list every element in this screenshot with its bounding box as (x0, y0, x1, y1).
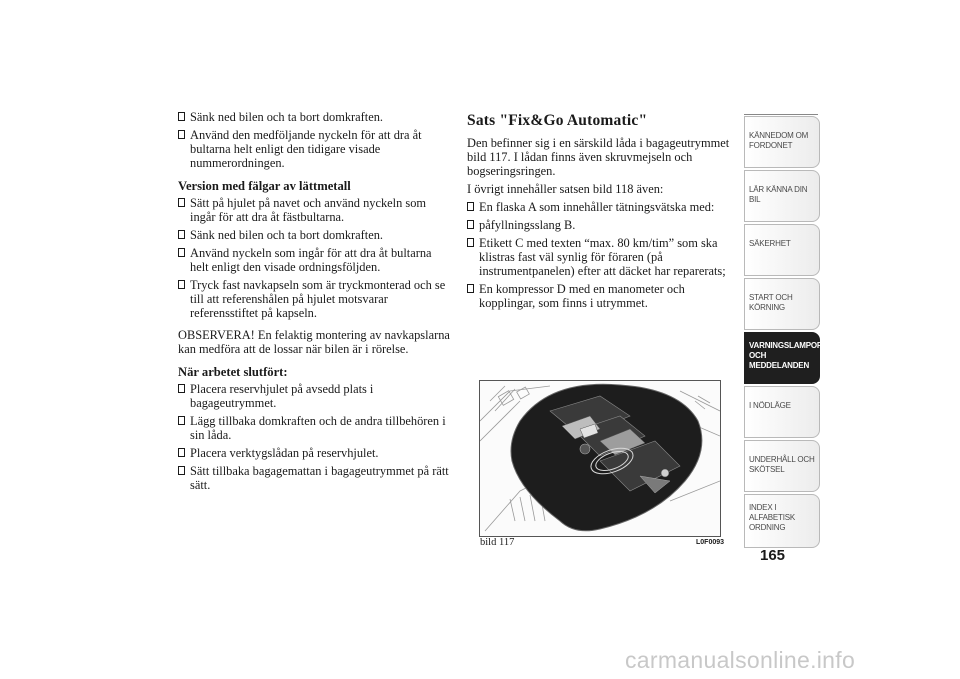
checkbox-bullet-icon (467, 284, 474, 293)
checkbox-bullet-icon (178, 230, 185, 239)
tabs-top-divider (744, 114, 818, 115)
tab-lar-kanna-din-bil[interactable]: LÄR KÄNNA DIN BIL (744, 170, 820, 222)
checkbox-bullet-icon (467, 238, 474, 247)
checkbox-bullet-icon (178, 466, 185, 475)
section-title: Sats "Fix&Go Automatic" (467, 112, 648, 129)
list-item: Placera reservhjulet på avsedd plats i bagageutrymmet. (178, 382, 450, 410)
list-item: Sänk ned bilen och ta bort domkraften. (178, 228, 450, 242)
checkbox-bullet-icon (467, 220, 474, 229)
left-column (178, 110, 450, 496)
warning-note: OBSERVERA! En felaktig montering av navkapslarna kan medföra att de lossar när bilen är i rörelse. (178, 328, 450, 356)
list-item: Etikett C med texten “max. 80 km/tim” som ska klistras fast väl synlig för föraren (på instrumentpanelen) efter att däcket har reparerats; (467, 236, 737, 278)
list-item: En kompressor D med en manometer och kopplingar, som finns i utrymmet. (467, 282, 737, 310)
list-item: påfyllningsslang B. (467, 218, 737, 232)
figure-caption: bild 117 (480, 537, 515, 548)
subheading-alloy-wheels: Version med fälgar av lättmetall (178, 179, 351, 193)
checkbox-bullet-icon (178, 112, 185, 121)
list-item: Sänk ned bilen och ta bort domkraften. (178, 110, 450, 124)
checkbox-bullet-icon (178, 130, 185, 139)
list-item: Sätt på hjulet på navet och använd nyckeln som ingår för att dra åt fästbultarna. (178, 196, 450, 224)
checkbox-bullet-icon (178, 384, 185, 393)
intro-paragraph: Den befinner sig i en särskild låda i bagageutrymmet bild 117. I lådan finns även skruvmejseln och bogseringsringen. (467, 136, 730, 178)
figure-code: L0F0093 (696, 539, 725, 546)
chapter-tabs (744, 116, 823, 550)
checkbox-bullet-icon (178, 448, 185, 457)
tab-underhall-och-skotsel[interactable]: UNDERHÅLL OCH SKÖTSEL (744, 440, 820, 492)
list-item: Lägg tillbaka domkraften och de andra tillbehören i sin låda. (178, 414, 450, 442)
tab-index-i-alfabetisk-ordning[interactable]: INDEX I ALFABETISK ORDNING (744, 494, 820, 548)
lead-paragraph: I övrigt innehåller satsen bild 118 även: (467, 182, 664, 196)
right-column (467, 110, 737, 314)
list-item: Använd den medföljande nyckeln för att dra åt bultarna helt enligt den tidigare visade nummerordningen. (178, 128, 450, 170)
tab-varningslampor-och-meddelanden[interactable]: VARNINGSLAMPOR OCH MEDDELANDEN (744, 332, 820, 384)
tab-sakerhet[interactable]: SÄKERHET (744, 224, 820, 276)
list-item: Sätt tillbaka bagagemattan i bagageutrymmet på rätt sätt. (178, 464, 450, 492)
tab-kannedom-om-fordonet[interactable]: KÄNNEDOM OM FORDONET (744, 116, 820, 168)
tab-i-nodlage[interactable]: I NÖDLÄGE (744, 386, 820, 438)
figure-trunk-repair-kit (479, 380, 721, 537)
checkbox-bullet-icon (178, 248, 185, 257)
checkbox-bullet-icon (178, 198, 185, 207)
checkbox-bullet-icon (178, 280, 185, 289)
trunk-illustration (480, 381, 720, 536)
tab-start-och-korning[interactable]: START OCH KÖRNING (744, 278, 820, 330)
checkbox-bullet-icon (467, 202, 474, 211)
checkbox-bullet-icon (178, 416, 185, 425)
list-item: En flaska A som innehåller tätningsvätska med: (467, 200, 737, 214)
watermark: carmanualsonline.info (625, 647, 856, 673)
list-item: Använd nyckeln som ingår för att dra åt bultarna helt enligt den visade ordningsföljden. (178, 246, 450, 274)
list-item: Tryck fast navkapseln som är tryckmonterad och se till att referenshålen på hjulet motsvarar referensstiftet på kapseln. (178, 278, 450, 320)
list-item: Placera verktygslådan på reservhjulet. (178, 446, 450, 460)
page-number: 165 (760, 547, 786, 564)
subheading-when-done: När arbetet slutfört: (178, 365, 288, 379)
